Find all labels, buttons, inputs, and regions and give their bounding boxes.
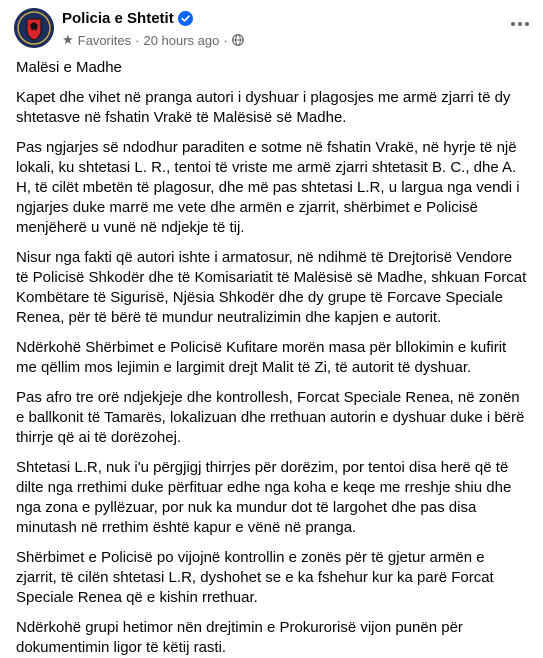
- more-options-button[interactable]: [507, 14, 533, 34]
- post-body: [0, 54, 543, 658]
- meta-separator: ·: [223, 32, 228, 48]
- post-meta: [62, 32, 244, 48]
- page-name[interactable]: Policia e Shtetit: [62, 10, 174, 27]
- post-paragraph: Kapet dhe vihet në pranga autori i dyshuar i plagosjes me armë zjarri të dy shtetasve në fshatin Vrakë të Malësisë së Madhe.: [16, 89, 511, 126]
- star-icon: ★: [62, 32, 74, 47]
- audience-label[interactable]: Favorites: [77, 32, 132, 48]
- post-paragraph: Pas ngjarjes së ndodhur paraditen e sotme në fshatin Vrakë, në hyrje të një lokali, ku shtetasi L. R., tentoi të vriste me armë zjarri shtetasit B. C., dhe A. H, të cilët mbetën të plagosur, dhe më pas shtetasi L.R, u largua nga vendi i ngjarjes duke marrë me vete dhe armën e zjarrit, shërbimet e Policisë menjëherë u vunë në ndjekje të tij.: [16, 139, 520, 236]
- meta-separator: ·: [135, 32, 140, 48]
- verified-badge-icon: [178, 11, 193, 26]
- post-timestamp[interactable]: 20 hours ago: [143, 32, 220, 48]
- post-paragraph: Shërbimet e Policisë po vijojnë kontrollin e zonës për të gjetur armën e zjarrit, të cilën shtetasi L.R, dyshohet se e ka fshehur kur ka parë Forcat Speciale Renea që e kishin rrethuar.: [16, 549, 494, 606]
- post-paragraph: Shtetasi L.R, nuk i'u përgjigj thirrjes për dorëzim, por tentoi disa herë që të dilte nga rrethimi duke përfituar edhe nga koha e keqe me rreshje shiu dhe nga zona e pyllëzuar, por nuk ka mundur dot të largohet dhe pas disa minutash në rrethim është kapur e vënë në pranga.: [16, 459, 512, 536]
- post-header: [0, 0, 543, 54]
- more-options-icon: [511, 22, 515, 26]
- post-paragraph: Pas afro tre orë ndjekjeje dhe kontrollesh, Forcat Speciale Renea, në zonën e ballkonit të Tamarës, lokalizuan dhe rrethuan autorin e dyshuar duke i bërë thirrje që ai të dorëzohej.: [16, 389, 525, 446]
- police-logo-icon: [14, 8, 54, 48]
- post-paragraph: Ndërkohë grupi hetimor nën drejtimin e Prokurorisë vijon punën për dokumentimin ligor të këtij rasti.: [16, 619, 463, 656]
- post-paragraph: Ndërkohë Shërbimet e Policisë Kufitare morën masa për bllokimin e kufirit me qëllim mos lejimin e largimit drejt Malit të Zi, të autorit të dyshuar.: [16, 339, 507, 376]
- post-paragraph: Nisur nga fakti që autori ishte i armatosur, në ndihmë të Drejtorisë Vendore të Policisë Shkodër dhe të Komisariatit të Malësisë së Madhe, shkuan Forcat Kombëtare të Sigurisë, Njësia Shkodër dhe dy grupe të Forcave Speciale Renea, për të bërë të mundur neutralizimin dhe kapjen e autorit.: [16, 249, 527, 326]
- post-paragraph: Malësi e Madhe: [16, 59, 122, 76]
- page-name-link[interactable]: [62, 10, 193, 27]
- page-avatar[interactable]: [14, 8, 54, 48]
- globe-icon[interactable]: [232, 34, 244, 46]
